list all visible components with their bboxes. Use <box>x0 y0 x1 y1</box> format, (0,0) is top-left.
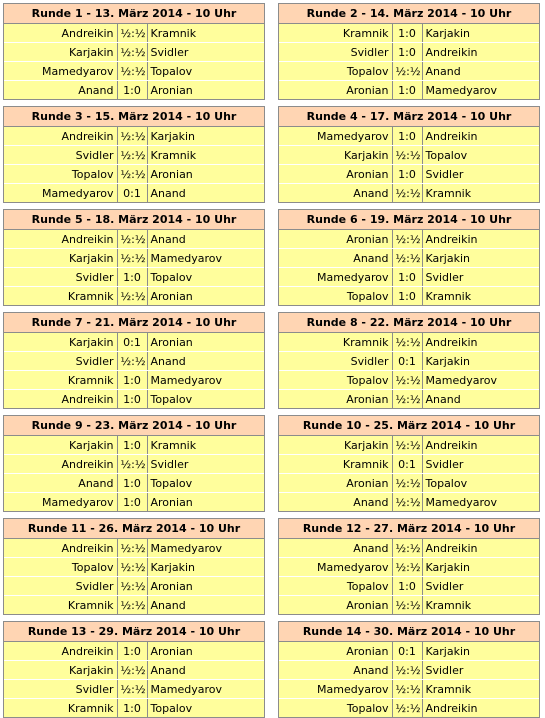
black-player: Mamedyarov <box>425 83 497 97</box>
black-player: Svidler <box>422 577 539 596</box>
black-player: Svidler <box>147 43 264 62</box>
white-player: Karjakin <box>4 333 117 352</box>
games-table <box>4 24 264 99</box>
games-table <box>4 539 264 614</box>
black-player: Topalov <box>147 474 264 493</box>
games-table <box>4 333 264 408</box>
round-title: Runde 9 - 23. März 2014 - 10 Uhr <box>4 416 264 436</box>
black-player: Topalov <box>147 268 264 287</box>
white-player: Karjakin <box>279 436 392 455</box>
black-player: Anand <box>150 598 186 612</box>
games-table <box>279 127 539 202</box>
black-player: Topalov <box>147 62 264 81</box>
white-player: Svidler <box>4 352 117 371</box>
game-row <box>4 352 264 371</box>
game-row <box>4 455 264 474</box>
round-panel <box>3 106 265 203</box>
game-row <box>4 699 264 718</box>
white-player: Mamedyarov <box>4 184 117 203</box>
white-player: Anand <box>4 81 117 100</box>
round-panel <box>3 621 265 718</box>
game-row <box>279 146 539 165</box>
round-title: Runde 7 - 21. März 2014 - 10 Uhr <box>4 313 264 333</box>
game-row <box>279 249 539 268</box>
game-row <box>279 539 539 558</box>
black-player: Andreikin <box>422 230 539 249</box>
white-player: Karjakin <box>4 436 117 455</box>
games-table <box>279 230 539 305</box>
white-player: Kramnik <box>4 371 117 390</box>
game-row <box>4 43 264 62</box>
games-table <box>279 539 539 614</box>
white-player: Kramnik <box>4 596 117 615</box>
game-result: 0:1 <box>117 184 147 203</box>
game-row <box>279 268 539 287</box>
white-player: Andreikin <box>4 390 117 409</box>
game-row <box>279 455 539 474</box>
round-panel <box>3 518 265 615</box>
game-row <box>279 333 539 352</box>
round-title: Runde 5 - 18. März 2014 - 10 Uhr <box>4 210 264 230</box>
game-result: ½:½ <box>117 230 147 249</box>
round-title: Runde 2 - 14. März 2014 - 10 Uhr <box>279 4 539 24</box>
game-row <box>4 165 264 184</box>
game-row <box>4 268 264 287</box>
game-row <box>279 352 539 371</box>
white-player: Anand <box>4 474 117 493</box>
black-player: Mamedyarov <box>147 249 264 268</box>
black-player: Karjakin <box>147 558 264 577</box>
game-row <box>4 642 264 661</box>
black-player: Anand <box>147 352 264 371</box>
game-result: 0:1 <box>117 333 147 352</box>
game-result: 0:1 <box>392 642 422 661</box>
black-player: Aronian <box>147 165 264 184</box>
round-title: Runde 3 - 15. März 2014 - 10 Uhr <box>4 107 264 127</box>
game-result: ½:½ <box>392 493 422 512</box>
game-result: ½:½ <box>117 127 147 146</box>
round-panel <box>278 3 540 100</box>
game-row <box>279 81 539 100</box>
game-row <box>279 230 539 249</box>
game-result: ½:½ <box>117 287 147 306</box>
black-player: Kramnik <box>425 186 472 200</box>
round-title: Runde 8 - 22. März 2014 - 10 Uhr <box>279 313 539 333</box>
game-row <box>279 184 539 203</box>
game-row <box>4 558 264 577</box>
game-row <box>279 390 539 409</box>
game-result: ½:½ <box>392 699 422 718</box>
game-row <box>4 287 264 306</box>
game-row <box>4 333 264 352</box>
game-result: ½:½ <box>392 436 422 455</box>
game-result: ½:½ <box>117 596 147 615</box>
white-player: Svidler <box>4 680 117 699</box>
white-player: Aronian <box>279 230 392 249</box>
black-player: Kramnik <box>425 598 472 612</box>
game-row <box>4 127 264 146</box>
game-result: ½:½ <box>117 165 147 184</box>
black-player: Kramnik <box>147 436 264 455</box>
white-player: Aronian <box>279 81 392 100</box>
game-row <box>4 62 264 81</box>
round-panel <box>278 415 540 512</box>
black-player: Svidler <box>422 268 539 287</box>
black-player: Karjakin <box>422 249 539 268</box>
black-player: Andreikin <box>422 127 539 146</box>
round-panel <box>278 518 540 615</box>
game-row <box>279 680 539 699</box>
game-result: 1:0 <box>392 81 422 100</box>
games-table <box>4 127 264 202</box>
black-player: Karjakin <box>422 352 539 371</box>
games-table <box>4 642 264 717</box>
white-player: Andreikin <box>4 24 117 43</box>
round-panel <box>3 3 265 100</box>
game-result: ½:½ <box>392 390 422 409</box>
white-player: Aronian <box>279 390 392 409</box>
white-player: Anand <box>279 539 392 558</box>
game-result: ½:½ <box>117 577 147 596</box>
white-player: Mamedyarov <box>279 680 392 699</box>
game-row <box>4 390 264 409</box>
game-result: ½:½ <box>392 146 422 165</box>
game-result: ½:½ <box>392 371 422 390</box>
black-player: Anand <box>147 230 264 249</box>
white-player: Andreikin <box>4 642 117 661</box>
game-row <box>4 661 264 680</box>
games-table <box>279 642 539 717</box>
white-player: Topalov <box>279 371 392 390</box>
game-result: 1:0 <box>117 81 147 100</box>
round-panel <box>3 209 265 306</box>
white-player: Mamedyarov <box>279 127 392 146</box>
black-player: Andreikin <box>422 539 539 558</box>
game-result: ½:½ <box>392 230 422 249</box>
black-player: Andreikin <box>422 436 539 455</box>
white-player: Kramnik <box>4 287 117 306</box>
game-row <box>4 371 264 390</box>
black-player: Karjakin <box>422 642 539 661</box>
round-panel <box>3 312 265 409</box>
black-player: Kramnik <box>425 289 472 303</box>
white-player: Mamedyarov <box>279 558 392 577</box>
game-result: 1:0 <box>117 474 147 493</box>
black-player: Aronian <box>150 289 193 303</box>
round-title: Runde 12 - 27. März 2014 - 10 Uhr <box>279 519 539 539</box>
game-row <box>4 493 264 512</box>
games-table <box>279 333 539 408</box>
game-result: ½:½ <box>117 352 147 371</box>
game-row <box>279 24 539 43</box>
black-player: Svidler <box>422 661 539 680</box>
games-table <box>279 24 539 99</box>
game-row <box>4 146 264 165</box>
round-panel <box>278 312 540 409</box>
game-row <box>279 596 539 615</box>
black-player: Kramnik <box>147 24 264 43</box>
game-result: 1:0 <box>392 24 422 43</box>
white-player: Kramnik <box>279 455 392 474</box>
games-table <box>279 436 539 511</box>
black-player: Aronian <box>147 333 264 352</box>
white-player: Anand <box>279 661 392 680</box>
game-result: 1:0 <box>117 371 147 390</box>
black-player: Mamedyarov <box>425 495 497 509</box>
game-row <box>4 184 264 203</box>
game-row <box>279 127 539 146</box>
game-result: ½:½ <box>392 474 422 493</box>
game-result: ½:½ <box>117 62 147 81</box>
white-player: Svidler <box>279 352 392 371</box>
black-player: Topalov <box>422 474 539 493</box>
game-result: 1:0 <box>392 165 422 184</box>
game-result: ½:½ <box>117 249 147 268</box>
round-title: Runde 10 - 25. März 2014 - 10 Uhr <box>279 416 539 436</box>
round-title: Runde 14 - 30. März 2014 - 10 Uhr <box>279 622 539 642</box>
game-result: ½:½ <box>117 539 147 558</box>
round-title: Runde 1 - 13. März 2014 - 10 Uhr <box>4 4 264 24</box>
white-player: Andreikin <box>4 230 117 249</box>
black-player: Andreikin <box>422 333 539 352</box>
white-player: Topalov <box>279 287 392 306</box>
black-player: Kramnik <box>147 146 264 165</box>
game-result: 1:0 <box>392 43 422 62</box>
white-player: Kramnik <box>279 24 392 43</box>
round-panel <box>3 415 265 512</box>
game-result: 1:0 <box>117 268 147 287</box>
game-result: ½:½ <box>392 539 422 558</box>
black-player: Aronian <box>147 577 264 596</box>
game-result: ½:½ <box>392 62 422 81</box>
white-player: Andreikin <box>4 127 117 146</box>
black-player: Andreikin <box>425 701 478 715</box>
white-player: Karjakin <box>4 249 117 268</box>
game-row <box>279 371 539 390</box>
white-player: Kramnik <box>279 333 392 352</box>
game-result: 1:0 <box>392 577 422 596</box>
game-result: ½:½ <box>117 24 147 43</box>
game-row <box>279 699 539 718</box>
white-player: Aronian <box>279 165 392 184</box>
game-row <box>4 539 264 558</box>
game-row <box>4 24 264 43</box>
white-player: Svidler <box>4 577 117 596</box>
white-player: Anand <box>279 493 392 512</box>
game-row <box>4 680 264 699</box>
black-player: Topalov <box>150 392 193 406</box>
game-row <box>4 249 264 268</box>
black-player: Mamedyarov <box>422 371 539 390</box>
game-row <box>279 661 539 680</box>
game-result: ½:½ <box>392 249 422 268</box>
white-player: Aronian <box>279 642 392 661</box>
game-result: ½:½ <box>392 680 422 699</box>
game-result: ½:½ <box>117 146 147 165</box>
games-table <box>4 230 264 305</box>
white-player: Anand <box>279 184 392 203</box>
white-player: Topalov <box>279 577 392 596</box>
game-result: 0:1 <box>392 455 422 474</box>
game-row <box>4 436 264 455</box>
game-result: ½:½ <box>392 184 422 203</box>
black-player: Topalov <box>422 146 539 165</box>
white-player: Topalov <box>4 558 117 577</box>
white-player: Svidler <box>4 146 117 165</box>
game-row <box>279 62 539 81</box>
game-result: ½:½ <box>117 43 147 62</box>
game-row <box>4 230 264 249</box>
game-row <box>4 596 264 615</box>
game-result: 1:0 <box>117 436 147 455</box>
black-player: Svidler <box>147 455 264 474</box>
white-player: Karjakin <box>279 146 392 165</box>
round-title: Runde 11 - 26. März 2014 - 10 Uhr <box>4 519 264 539</box>
game-result: ½:½ <box>117 558 147 577</box>
round-title: Runde 13 - 29. März 2014 - 10 Uhr <box>4 622 264 642</box>
black-player: Topalov <box>150 701 193 715</box>
game-row <box>279 474 539 493</box>
white-player: Mamedyarov <box>4 493 117 512</box>
round-panel <box>278 621 540 718</box>
game-result: 1:0 <box>392 268 422 287</box>
game-row <box>279 165 539 184</box>
white-player: Andreikin <box>4 539 117 558</box>
round-panel <box>278 209 540 306</box>
black-player: Karjakin <box>147 127 264 146</box>
black-player: Anand <box>150 186 186 200</box>
game-result: ½:½ <box>392 596 422 615</box>
game-row <box>279 493 539 512</box>
white-player: Topalov <box>279 62 392 81</box>
game-result: ½:½ <box>117 455 147 474</box>
white-player: Andreikin <box>4 455 117 474</box>
game-row <box>279 558 539 577</box>
black-player: Karjakin <box>422 558 539 577</box>
game-result: 1:0 <box>392 127 422 146</box>
black-player: Mamedyarov <box>147 539 264 558</box>
game-result: 1:0 <box>392 287 422 306</box>
white-player: Karjakin <box>4 661 117 680</box>
white-player: Mamedyarov <box>279 268 392 287</box>
black-player: Anand <box>422 62 539 81</box>
game-result: ½:½ <box>392 333 422 352</box>
game-result: ½:½ <box>117 680 147 699</box>
game-result: 1:0 <box>117 642 147 661</box>
black-player: Mamedyarov <box>147 680 264 699</box>
game-result: ½:½ <box>392 558 422 577</box>
round-panel <box>278 106 540 203</box>
black-player: Kramnik <box>422 680 539 699</box>
black-player: Anand <box>147 661 264 680</box>
black-player: Mamedyarov <box>147 371 264 390</box>
black-player: Anand <box>425 392 461 406</box>
round-title: Runde 6 - 19. März 2014 - 10 Uhr <box>279 210 539 230</box>
white-player: Svidler <box>279 43 392 62</box>
game-row <box>279 577 539 596</box>
game-result: ½:½ <box>392 661 422 680</box>
black-player: Aronian <box>150 83 193 97</box>
black-player: Aronian <box>147 642 264 661</box>
white-player: Anand <box>279 249 392 268</box>
game-row <box>4 474 264 493</box>
game-result: 0:1 <box>392 352 422 371</box>
white-player: Mamedyarov <box>4 62 117 81</box>
game-row <box>279 43 539 62</box>
white-player: Aronian <box>279 596 392 615</box>
white-player: Topalov <box>279 699 392 718</box>
white-player: Kramnik <box>4 699 117 718</box>
game-row <box>279 436 539 455</box>
game-row <box>279 642 539 661</box>
game-result: 1:0 <box>117 493 147 512</box>
game-row <box>4 577 264 596</box>
black-player: Svidler <box>422 455 539 474</box>
black-player: Svidler <box>422 165 539 184</box>
game-result: 1:0 <box>117 699 147 718</box>
black-player: Andreikin <box>422 43 539 62</box>
game-row <box>279 287 539 306</box>
white-player: Aronian <box>279 474 392 493</box>
white-player: Karjakin <box>4 43 117 62</box>
game-result: ½:½ <box>117 661 147 680</box>
round-title: Runde 4 - 17. März 2014 - 10 Uhr <box>279 107 539 127</box>
game-result: 1:0 <box>117 390 147 409</box>
black-player: Karjakin <box>422 24 539 43</box>
black-player: Aronian <box>150 495 193 509</box>
white-player: Svidler <box>4 268 117 287</box>
games-table <box>4 436 264 511</box>
white-player: Topalov <box>4 165 117 184</box>
game-row <box>4 81 264 100</box>
